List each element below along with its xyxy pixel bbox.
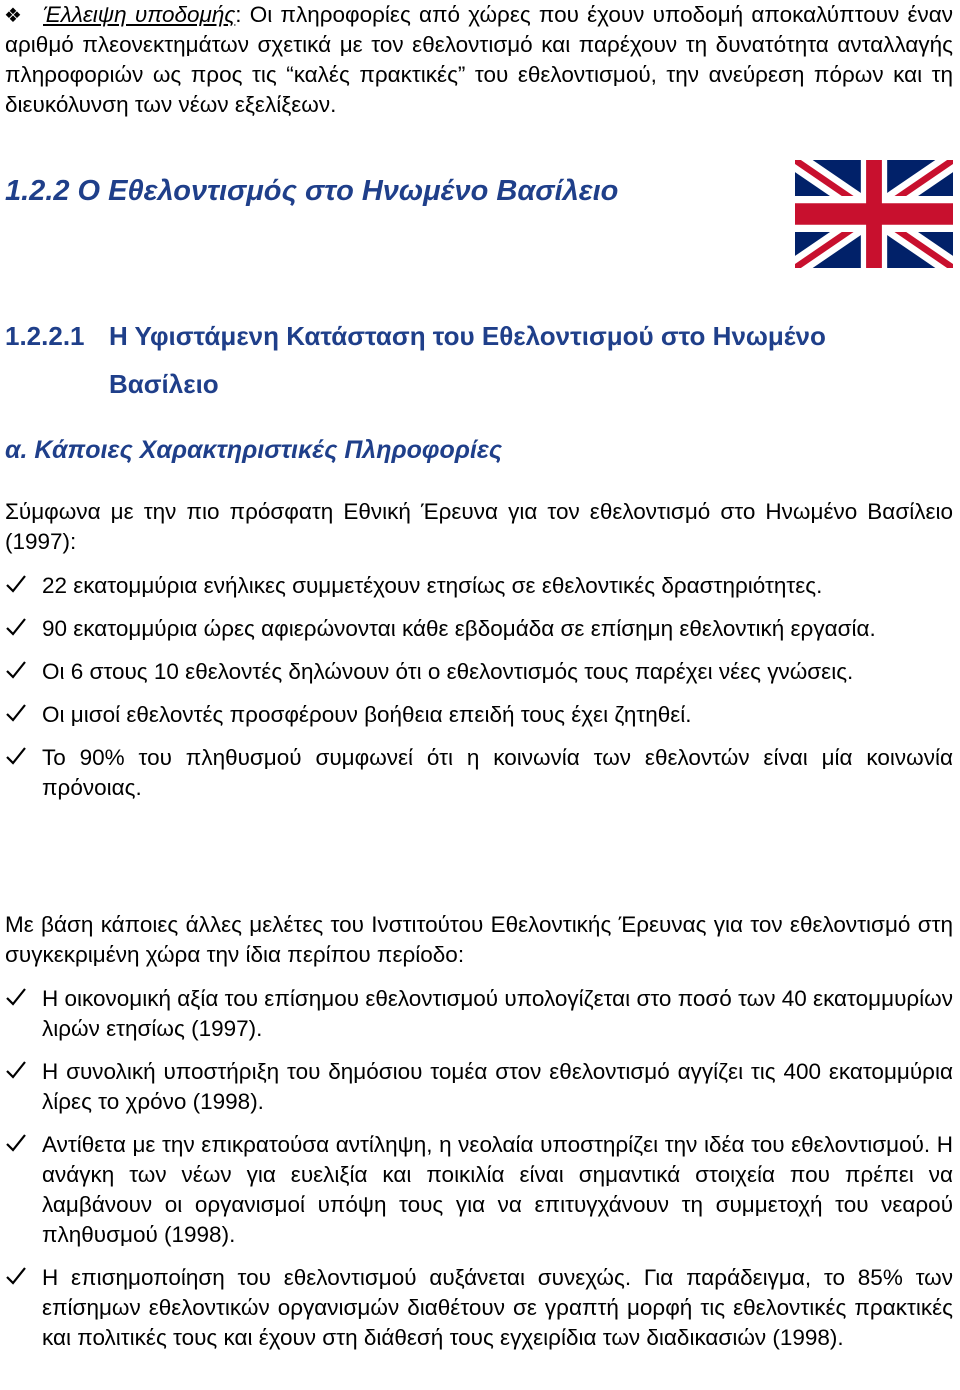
subsection-title-line2: Βασίλειο [109,369,219,399]
check-mark-icon [5,616,27,638]
check-mark-icon [5,1059,27,1081]
check-mark-icon [5,745,27,767]
intro-text: : Οι πληροφορίες από χώρες που έχουν υποδομή αποκαλύπτουν έναν αριθμό πλεονεκτημάτων σχετικά με τον εθελοντισμό και παρέχουν τη δυνατότητα ανταλλαγής πληροφοριών ως προς τις “καλές πρακτικές” του εθελοντισμού, την ανεύρεση πόρων και τη διευκόλυνση των νέων εξελίξεων. [5,2,953,117]
list-item: Οι μισοί εθελοντές προσφέρουν βοήθεια επειδή τους έχει ζητηθεί. [5,700,953,730]
check-mark-icon [5,702,27,724]
list-item: 90 εκατομμύρια ώρες αφιερώνονται κάθε εβδομάδα σε επίσημη εθελοντική εργασία. [5,614,953,644]
studies-list [5,984,953,1366]
check-mark-icon [5,1132,27,1154]
list-item: Το 90% του πληθυσμού συμφωνεί ότι η κοινωνία των εθελοντών είναι μία κοινωνία πρόνοιας. [5,743,953,803]
list-item: Η συνολική υποστήριξη του δημόσιου τομέα στον εθελοντισμό αγγίζει τις 400 εκατομμύρια λίρες το χρόνο (1998). [5,1057,953,1117]
list-item: Η επισημοποίηση του εθελοντισμού αυξάνεται συνεχώς. Για παράδειγμα, το 85% των επίσημων εθελοντικών οργανισμών διαθέτουν σε γραπτή μορφή τις εθελοντικές πρακτικές και πολιτικές τους και έχουν στη διάθεσή τους εγχειρίδια των διαδικασιών (1998). [5,1263,953,1353]
united-kingdom-flag [795,160,953,268]
subsection-heading [5,312,826,408]
diamond-bullet-icon: ❖ [4,5,22,27]
check-mark-icon [5,573,27,595]
list-item: 22 εκατομμύρια ενήλικες συμμετέχουν ετησίως σε εθελοντικές δραστηριότητες. [5,571,953,601]
survey-list [5,571,953,816]
check-mark-icon [5,659,27,681]
survey-intro: Σύμφωνα με την πιο πρόσφατη Εθνική Έρευνα για τον εθελοντισμό στο Ηνωμένο Βασίλειο (1997): [5,499,953,554]
subsection-title-line1: Η Υφιστάμενη Κατάσταση του Εθελοντισμού στο Ηνωμένο [109,321,826,351]
section-heading: 1.2.2 Ο Εθελοντισμός στο Ηνωμένο Βασίλειο [5,175,619,207]
info-heading: α. Κάποιες Χαρακτηριστικές Πληροφορίες [5,436,503,464]
intro-paragraph [5,0,953,120]
list-item: Αντίθετα με την επικρατούσα αντίληψη, η νεολαία υποστηρίζει την ιδέα του εθελοντισμού. Η ανάγκη των νέων για ευελιξία και ποικιλία είναι σημαντικά στοιχεία που πρέπει να λαμβάνουν οι οργανισμοί υπόψη τους για να επιτυγχάνουν τη συμμετοχή του νεαρού πληθυσμού (1998). [5,1130,953,1250]
check-mark-icon [5,1265,27,1287]
subsection-number: 1.2.2.1 [5,321,85,351]
studies-intro: Με βάση κάποιες άλλες μελέτες του Ινστιτούτου Εθελοντικής Έρευνας για τον εθελοντισμό στη συγκεκριμένη χώρα την ίδια περίπου περίοδο: [5,912,953,967]
list-item: Η οικονομική αξία του επίσημου εθελοντισμού υπολογίζεται στο ποσό των 40 εκατομμυρίων λιρών ετησίως (1997). [5,984,953,1044]
intro-topic: Έλλειψη υποδομής [43,2,236,27]
check-mark-icon [5,986,27,1008]
list-item: Οι 6 στους 10 εθελοντές δηλώνουν ότι ο εθελοντισμός τους παρέχει νέες γνώσεις. [5,657,953,687]
